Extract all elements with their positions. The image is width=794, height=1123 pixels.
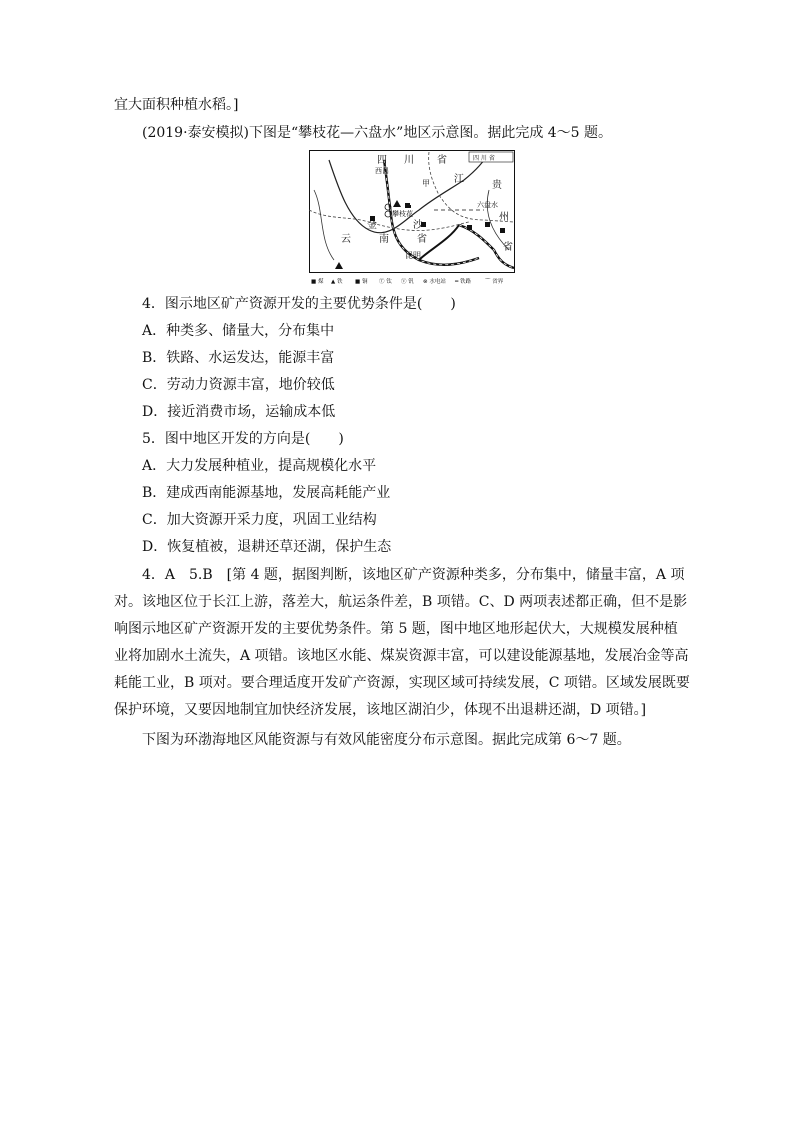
question-4-option-a: A．种类多、储量大，分布集中 [142,323,335,339]
label-panzhihua: 攀枝花 [392,210,413,218]
label-sha: 沙 [413,220,423,231]
answer-line: 4．A 5.B [第 4 题，据图判断，该地区矿产资源种类多，分布集中，储量丰富，A 项 [142,567,685,583]
text-line: 宜大面积种植水稻。] [114,97,239,113]
answer-line: 响图示地区矿产资源开发的主要优势条件。第 5 题，图中地区地形起伏大，大规模发展种植 [114,621,678,637]
question-5-option-b: B．建成西南能源基地，发展高耗能产业 [142,485,391,501]
coal-marker [485,222,490,227]
legend-copper: ■ 铜 [355,279,368,285]
answer-line: 业将加剧水土流失，A 项错。该地区水能、煤炭资源丰富，可以建设能源基地，发展冶金等高 [114,648,689,664]
coal-marker [467,225,472,230]
coal-marker [500,228,505,233]
label-sheng-2: 省 [503,242,513,253]
question-5-stem: 5．图中地区开发的方向是( ) [142,431,344,447]
legend-hydro: ⊗ 水电站 [423,279,446,285]
copper-marker [405,205,411,208]
text-line: 下图为环渤海地区风能资源与有效风能密度分布示意图。据此完成第 6～7 题。 [142,732,631,748]
question-5-option-a: A．大力发展种植业，提高规模化水平 [142,458,377,474]
question-4-option-d: D．接近消费市场，运输成本低 [142,404,336,420]
answer-line: 耗能工业，B 项对。要合理适度开发矿产资源，实现区域可持续发展，C 项错。区域发展既要 [114,675,690,691]
answer-line: 保护环境，又要因地制宜加快经济发展，该地区湖泊少，体现不出退耕还湖，D 项错。] [114,702,647,718]
label-jiang: 江 [454,174,464,185]
label-sheng-3: 省 [417,234,427,245]
label-jia: 甲 [422,179,430,188]
question-4-option-b: B．铁路、水运发达，能源丰富 [142,350,335,366]
label-jin: 金 [367,220,377,231]
label-zhou: 州 [499,212,509,223]
label-si: 四 [377,155,387,166]
label-nan: 南 [379,234,389,245]
label-kunming: 昆明 [405,251,421,260]
label-xichang: 西昌 [375,167,389,175]
label-liupanshui: 六盘水 [477,201,498,209]
question-5-option-d: D．恢复植被，退耕还草还湖，保护生态 [142,539,392,555]
legend-titanium: Ⓣ 钛 [379,279,392,285]
label-yun: 云 [341,234,351,245]
question-4-option-c: C．劳动力资源丰富，地价较低 [142,377,335,393]
answer-line: 对。该地区位于长江上游，落差大，航运条件差，B 项错。C、D 两项表述都正确，但不是影 [114,594,688,610]
label-sheng: 省 [437,155,447,166]
label-chuan: 川 [404,155,414,166]
legend-railway: ━ 铁路 [455,279,472,285]
label-gui: 贵 [492,180,502,191]
legend-border: ⌒ 省界 [485,279,504,285]
legend-coal: ■ 煤 [311,279,324,285]
question-5-option-c: C．加大资源开采力度，巩固工业结构 [142,512,377,528]
legend-iron: ▲ 铁 [331,279,343,285]
text-line: (2019·泰安模拟)下图是“攀枝花—六盘水”地区示意图。据此完成 4～5 题。 [142,125,613,141]
map-figure [309,150,515,286]
label-sichuan-box: 四 川 省 [473,155,495,162]
question-4-stem: 4．图示地区矿产资源开发的主要优势条件是( ) [142,296,456,312]
legend-vanadium: Ⓥ 钒 [401,279,414,285]
